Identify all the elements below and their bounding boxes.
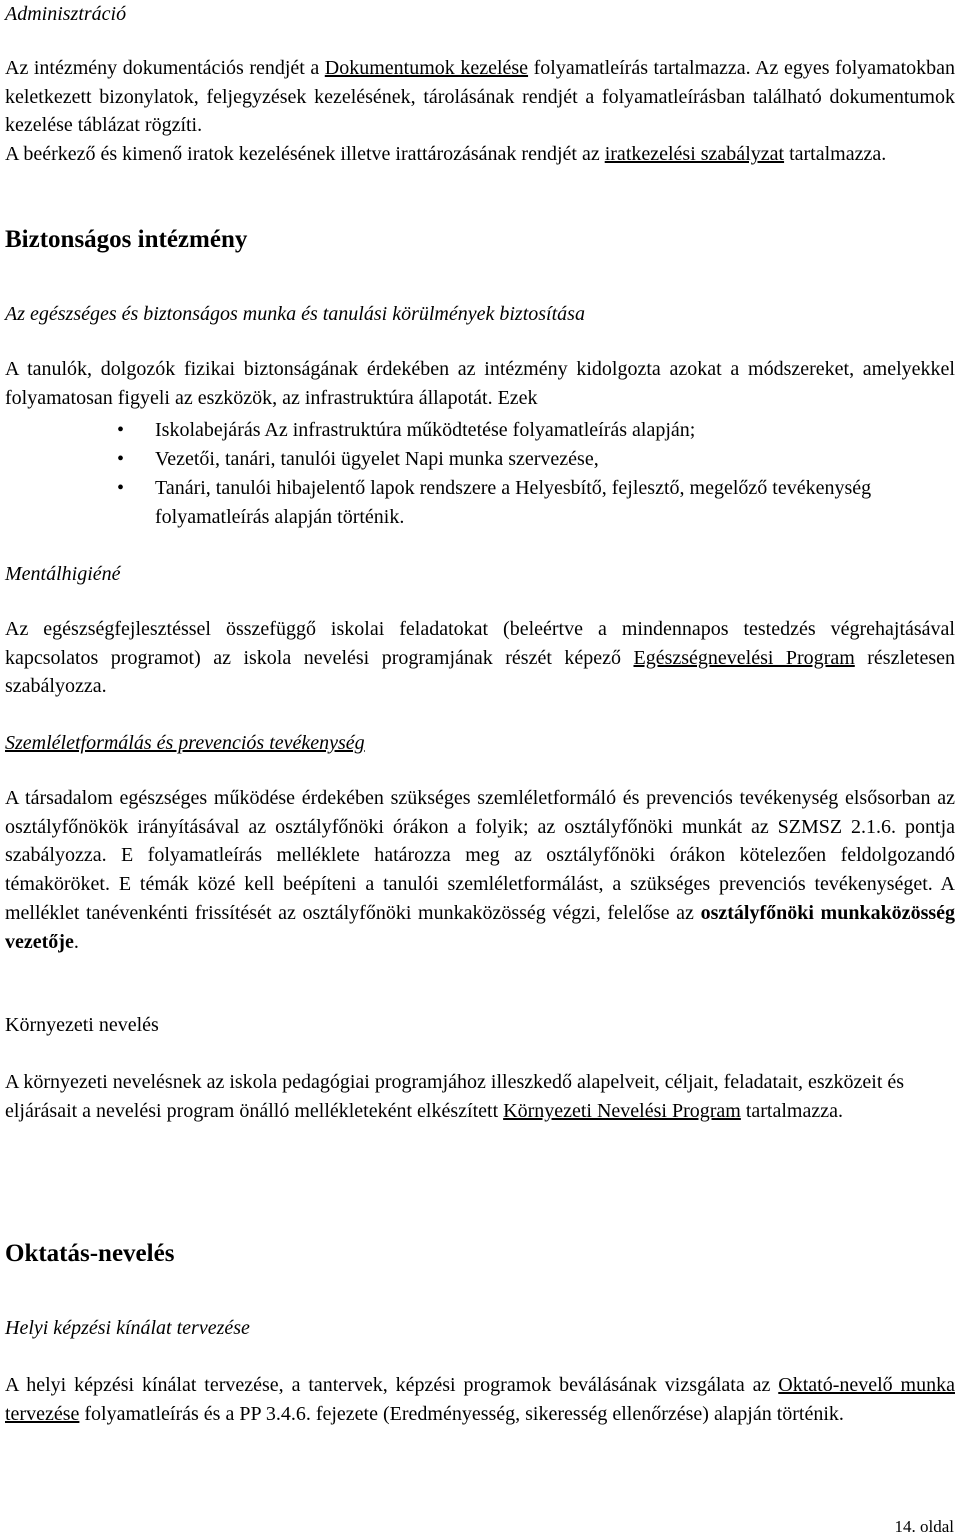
safe-paragraph-3: A társadalom egészséges működése érdekében szükséges szemléletformáló és prevenciós tevékenység elsősorban az osztályfőnökök irányításával az osztályfőnöki órákon a folyik; az osztályfőnöki munkát az SZMSZ 2.1.6. pontja szabályozza. E folyamatleírás melléklete határozza meg az osztályfőnöki órákon kötelezően feldolgozandó témaköröket. E témák közé kell beépíteni a tanulói szemléletformálást, a szükséges prevenciós tevékenységet. A melléklet tanévenkénti frissítését az osztályfőnöki munkaközösség végzi, felelőse az osztályfőnöki munkaközösség vezetője. xyxy=(5,787,956,953)
safe-paragraph-4: A környezeti nevelésnek az iskola pedagógiai programjához illeszkedő alapelveit, céljait, feladatait, eszközeit és eljárásait a nevelési program önálló mellékleteként elkészített Környezeti Nevelési Program tartalmazza. xyxy=(5,1071,905,1122)
link-dokumentumok-kezelese[interactable]: Dokumentumok kezelése xyxy=(324,57,529,79)
bullet-icon: • xyxy=(117,419,125,441)
section-heading-biztonsagos: Biztonságos intézmény xyxy=(5,226,248,253)
admin-paragraph-1: Az intézmény dokumentációs rendjét a Dokumentumok kezelése folyamatleírás tartalmazza. Az egyes folyamatokban keletkezett bizonylatok, feljegyzések kezelésének, tárolásának rendjét a folyamatleírásban található dokumentumok kezelése táblázat rögzíti. xyxy=(5,57,956,137)
page-number: 14. oldal xyxy=(894,1517,954,1536)
bullet-icon: • xyxy=(117,448,125,470)
subheading-szemleletformalas: Szemléletformálás és prevenciós tevékenység xyxy=(5,732,365,754)
list-item: • Vezetői, tanári, tanulói ügyelet Napi munka szervezése, xyxy=(5,445,955,474)
bullet-list xyxy=(5,416,955,532)
list-item: • Tanári, tanulói hibajelentő lapok rendszere a Helyesbítő, fejlesztő, megelőző tevékenység folyamatleírás alapján történik. xyxy=(5,474,955,532)
bullet-icon: • xyxy=(117,477,125,499)
link-iratkezelesi-szabalyzat[interactable]: iratkezelési szabályzat xyxy=(604,143,785,165)
subheading-helyi-kepzesi: Helyi képzési kínálat tervezése xyxy=(5,1317,250,1339)
link-oktato-nevelo-munka[interactable]: Oktató-nevelő munka tervezése xyxy=(5,1374,955,1425)
link-egeszsegnevelesi-program[interactable]: Egészségnevelési Program xyxy=(633,646,855,669)
section-heading-oktatas: Oktatás-nevelés xyxy=(5,1240,175,1267)
safe-paragraph-1: A tanulók, dolgozók fizikai biztonságának érdekében az intézmény kidolgozta azokat a módszereket, amelyekkel folyamatosan figyeli az eszközök, az infrastruktúra állapotát. Ezek xyxy=(5,358,955,409)
subheading-kornyezeti-neveles: Környezeti nevelés xyxy=(5,1014,159,1036)
subheading-munka-korulmenyek: Az egészséges és biztonságos munka és tanulási körülmények biztosítása xyxy=(5,303,585,325)
subheading-mentalhigiene: Mentálhigiéné xyxy=(5,563,121,585)
edu-paragraph-1: A helyi képzési kínálat tervezése, a tantervek, képzési programok beválásának vizsgálata az Oktató-nevelő munka tervezése folyamatleírás és a PP 3.4.6. fejezete (Eredményesség, sikeresség ellenőrzése) alapján történik. xyxy=(5,1374,955,1425)
link-kornyezeti-nevelesi-program[interactable]: Környezeti Nevelési Program xyxy=(503,1099,741,1122)
safe-paragraph-2: Az egészségfejlesztéssel összefüggő iskolai feladatokat (beleértve a mindennapos testedzés végrehajtásával kapcsolatos programot) az iskola nevelési programjának részét képező Egészségnevelési Program részletesen szabályozza. xyxy=(5,618,955,698)
admin-paragraph-2: A beérkező és kimenő iratok kezelésének illetve irattározásának rendjét az iratkezelési szabályzat tartalmazza. xyxy=(5,143,887,165)
list-item: • Iskolabejárás Az infrastruktúra működtetése folyamatleírás alapján; xyxy=(5,416,955,445)
admin-heading: Adminisztráció xyxy=(5,3,127,25)
